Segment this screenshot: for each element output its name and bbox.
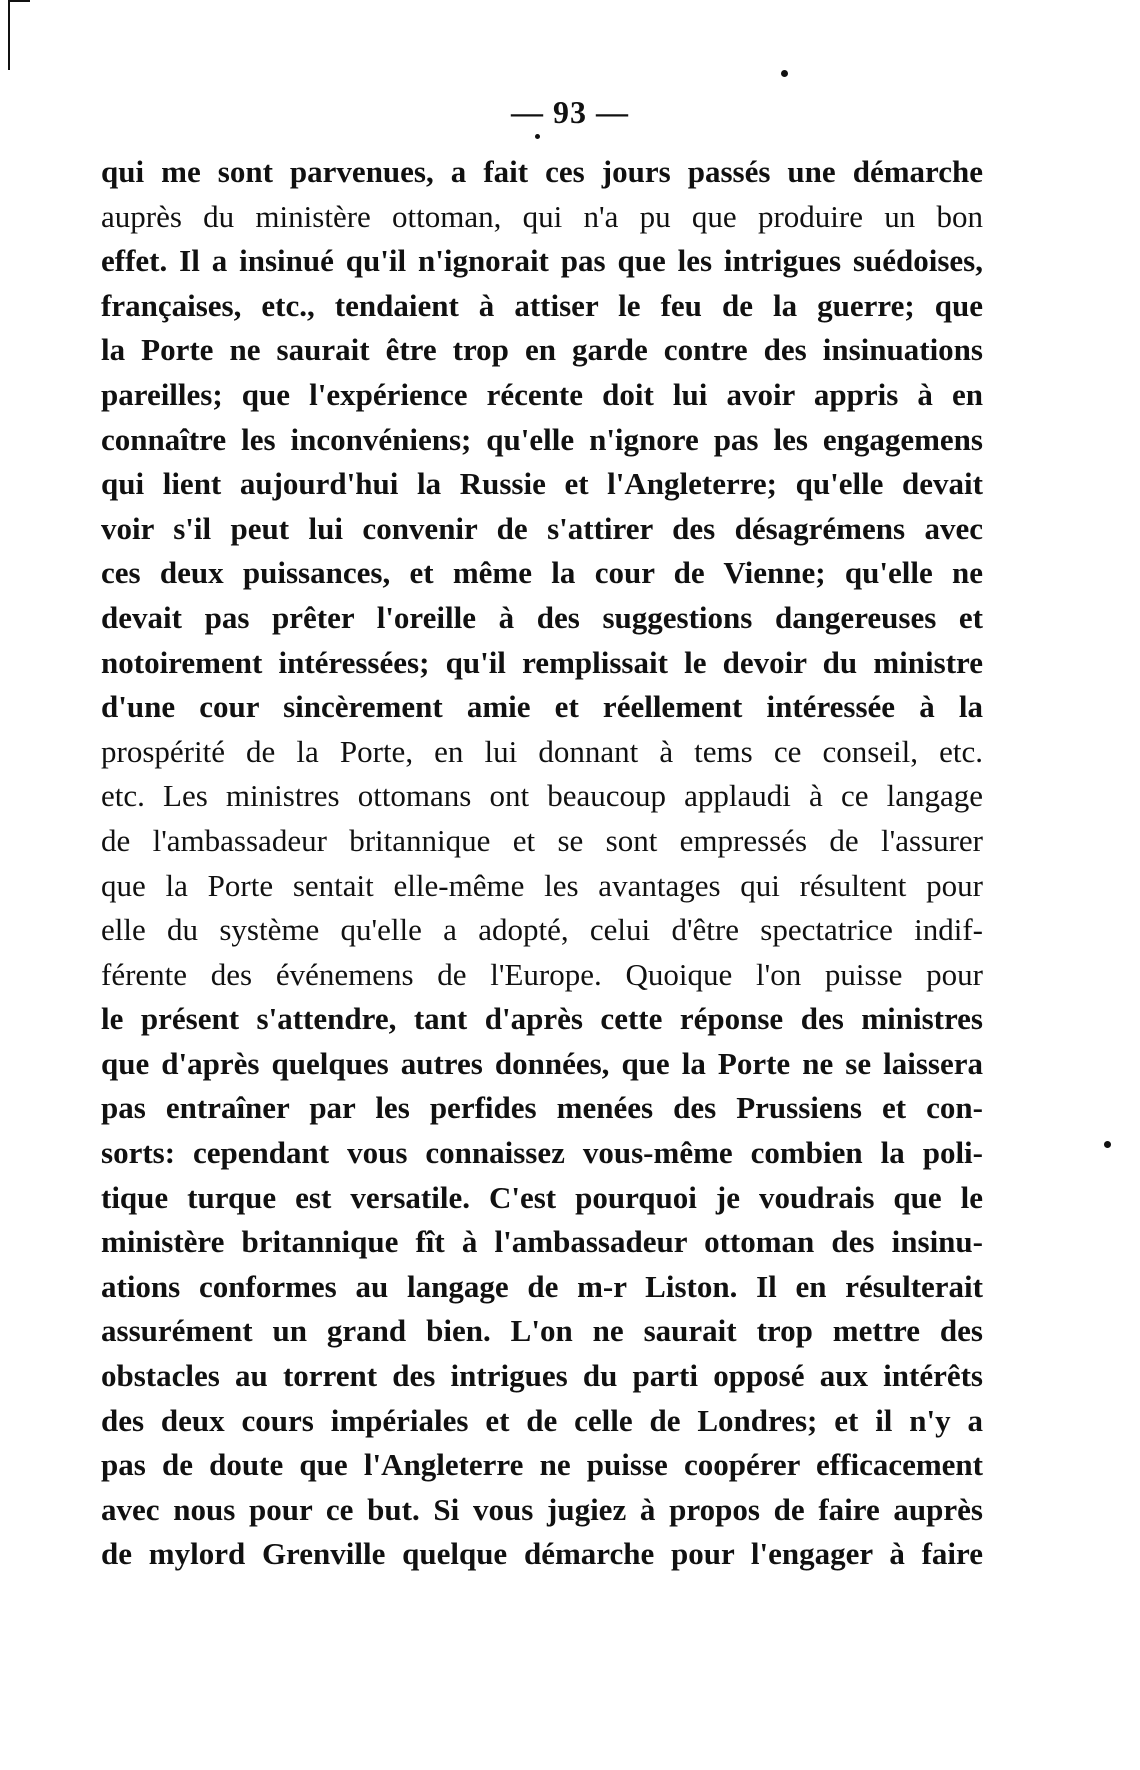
text-line: etc. Les ministres ottomans ont beaucoup applaudi à ce langage (101, 778, 983, 814)
text-line: qui lient aujourd'hui la Russie et l'Angleterre; qu'elle devait (101, 466, 983, 502)
text-line: la Porte ne saurait être trop en garde contre des insinuations (101, 332, 983, 368)
text-line: sorts: cependant vous connaissez vous-même combien la poli- (101, 1135, 983, 1171)
text-line: notoirement intéressées; qu'il remplissait le devoir du ministre (101, 644, 983, 680)
text-line: ministère britannique fît à l'ambassadeur ottoman des insinu- (101, 1224, 983, 1260)
text-line: connaître les inconvéniens; qu'elle n'ignore pas les engagemens (101, 421, 983, 457)
text-line: ations conformes au langage de m-r Liston. Il en résulterait (101, 1268, 983, 1304)
text-line: effet. Il a insinué qu'il n'ignorait pas que les intrigues suédoises, (101, 243, 983, 279)
text-line: que d'après quelques autres données, que la Porte ne se laissera (101, 1045, 983, 1081)
text-line: voir s'il peut lui convenir de s'attirer des désagrémens avec (101, 510, 983, 546)
print-speck (781, 70, 788, 77)
text-line: ces deux puissances, et même la cour de Vienne; qu'elle ne (101, 555, 983, 591)
text-line: pas de doute que l'Angleterre ne puisse coopérer efficacement (101, 1447, 983, 1483)
body-text (101, 150, 983, 1577)
page-number: — 93 — (511, 94, 629, 130)
text-line: d'une cour sincèrement amie et réellement intéressée à la (101, 689, 983, 725)
text-line: obstacles au torrent des intrigues du parti opposé aux intérêts (101, 1358, 983, 1394)
scan-edge-mark-left (8, 0, 10, 70)
text-line: de mylord Grenville quelque démarche pour l'engager à faire (101, 1536, 983, 1572)
text-line: des deux cours impériales et de celle de Londres; et il n'y a (101, 1402, 983, 1438)
text-line: qui me sont parvenues, a fait ces jours passés une démarche (101, 154, 983, 189)
text-line: que la Porte sentait elle-même les avantages qui résultent pour (101, 867, 983, 903)
text-line: de l'ambassadeur britannique et se sont empressés de l'assurer (101, 822, 983, 858)
text-line: pas entraîner par les perfides menées des Prussiens et con- (101, 1090, 983, 1126)
text-line: férente des événemens de l'Europe. Quoique l'on puisse pour (101, 956, 983, 992)
print-speck (1104, 1141, 1111, 1148)
text-line: pareilles; que l'expérience récente doit lui avoir appris à en (101, 376, 983, 412)
text-line: auprès du ministère ottoman, qui n'a pu que produire un bon (101, 198, 983, 234)
text-line: avec nous pour ce but. Si vous jugiez à propos de faire auprès (101, 1491, 983, 1527)
scan-edge-mark-top (8, 0, 30, 2)
text-line: assurément un grand bien. L'on ne saurait trop mettre des (101, 1313, 983, 1349)
text-line: devait pas prêter l'oreille à des suggestions dangereuses et (101, 599, 983, 635)
text-line: le présent s'attendre, tant d'après cette réponse des ministres (101, 1001, 983, 1037)
text-line: tique turque est versatile. C'est pourquoi je voudrais que le (101, 1179, 983, 1215)
print-speck (535, 134, 540, 139)
text-line: françaises, etc., tendaient à attiser le feu de la guerre; que (101, 287, 983, 323)
text-line: prospérité de la Porte, en lui donnant à tems ce conseil, etc. (101, 733, 983, 769)
text-line: elle du système qu'elle a adopté, celui d'être spectatrice indif- (101, 912, 983, 948)
